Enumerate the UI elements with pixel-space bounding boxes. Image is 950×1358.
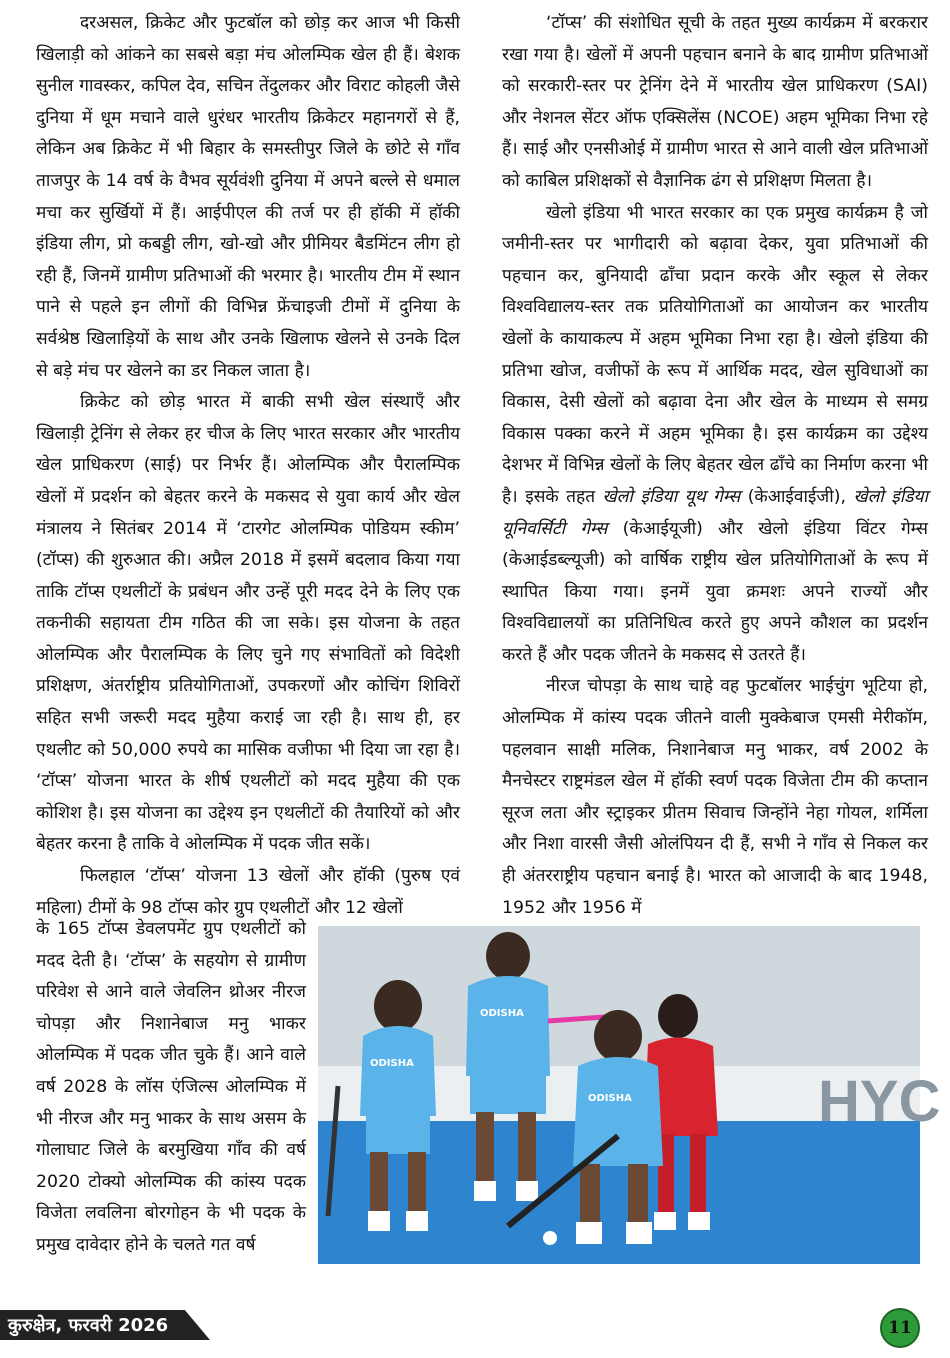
page-footer [0, 1300, 950, 1358]
right-column [502, 8, 928, 924]
paragraph: नीरज चोपड़ा के साथ चाहे वह फुटबॉलर भाईचुंग भूटिया हो, ओलम्पिक में कांस्य पदक जीतने वाली मुक्केबाज एमसी मेरीकॉम, पहलवान साक्षी मलिक, निशानेबाज मनु भाकर, वर्ष 2002 के मैनचेस्टर राष्ट्रमंडल खेल में हॉकी स्वर्ण पदक विजेता टीम की कप्तान सूरज लता और स्ट्राइकर प्रीतम सिवाच जिन्होंने नेहा गोयल, शर्मिला और निशा वारसी जैसी ओलंपियन दी हैं, सभी ने गाँव से निकल कर ही अंतरराष्ट्रीय पहचान बनाई है। भारत को आजादी के बाद 1948, 1952 और 1956 में [502, 676, 928, 918]
svg-text:ODISHA: ODISHA [480, 1008, 524, 1019]
paragraph: खेलो इंडिया भी भारत सरकार का एक प्रमुख कार्यक्रम है जो जमीनी-स्तर पर भागीदारी को बढ़ावा देकर, युवा प्रतिभाओं की पहचान कर, बुनियादी ढाँचा प्रदान करके और स्कूल से लेकर विश्वविद्यालय-स्तर तक प्रतियोगिताओं का आयोजन कर भारतीय खेलों के कायाकल्प में अहम भूमिका निभा रहा है। खेलो इंडिया की प्रतिभा खोज, वजीफों के रूप में आर्थिक मदद, खेल सुविधाओं का विकास, देसी खेलों को बढ़ावा देना और खेल के माध्यम से समग्र विकास पक्का करने में अहम भूमिका है। इस कार्यक्रम का उद्देश्य देशभर में विभिन्न खेलों के लिए बेहतर खेल ढाँचे का निर्माण करना भी है। इसके तहत खेलो इंडिया यूथ गेम्स (केआईवाईजी), खेलो इंडिया यूनिवर्सिटी गेम्स (केआईयूजी) और खेलो इंडिया विंटर गेम्स (केआईडब्ल्यूजी) को वार्षिक राष्ट्रीय खेल प्रतियोगिताओं के रूप में स्थापित किया गया। इनमें युवा क्रमशः अपने राज्यों और विश्वविद्यालयों का प्रतिनिधित्व करते हुए अपने कौशल का प्रदर्शन करते हैं और पदक जीतने के मकसद से उतरते हैं। [502, 202, 928, 665]
paragraph: दरअसल, क्रिकेट और फुटबॉल को छोड़ कर आज भी किसी खिलाड़ी को आंकने का सबसे बड़ा मंच ओलम्पिक खेल ही हैं। बेशक सुनील गावस्कर, कपिल देव, सचिन तेंदुलकर और विराट कोहली जैसे दुनिया में धूम मचाने वाले धुरंधर भारतीय क्रिकेटर महानगरों से हैं, लेकिन अब क्रिकेट में भी बिहार के समस्तीपुर जिले के छोटे से गाँव ताजपुर के 14 वर्ष के वैभव सूर्यवंशी दुनिया में अपने बल्ले से धमाल मचा कर सुर्खियों में हैं। आईपीएल की तर्ज पर ही हॉकी में हॉकी इंडिया लीग, प्रो कबड्डी लीग, खो-खो और प्रीमियर बैडमिंटन लीग हो रही हैं, जिनमें ग्रामीण प्रतिभाओं की भरमार है। भारतीय टीम में स्थान पाने से पहले इन लीगों की विभिन्न फ्रेंचाइजी टीमों में दुनिया के सर्वश्रेष्ठ खिलाड़ियों के साथ और उनके खिलाफ खेलने से उनके दिल से बड़े मंच पर खेलने का डर निकल जाता है। [36, 13, 460, 381]
left-column [36, 8, 460, 924]
paragraph: के 165 टॉप्स डेवलपमेंट ग्रुप एथलीटों को मदद देती है। ‘टॉप्स’ के सहयोग से ग्रामीण परिवेश से आने वाले जेवलिन थ्रोअर नीरज चोपड़ा और निशानेबाज मनु भाकर ओलम्पिक में पदक जीत चुके हैं। आने वाले वर्ष 2028 के लॉस एंजिल्स ओलम्पिक में भी नीरज और मनु भाकर के साथ असम के गोलाघाट जिले के बरमुखिया गाँव की वर्ष 2020 टोक्यो ओलम्पिक की कांस्य पदक विजेता लवलिना बोरगोहन के भी पदक के प्रमुख दावेदार होने के चलते गत वर्ष [36, 919, 306, 1255]
hockey-players-illustration [318, 926, 941, 1264]
paragraph: क्रिकेट को छोड़ भारत में बाकी सभी खेल संस्थाएँ और खिलाड़ी ट्रेनिंग से लेकर हर चीज के लिए भारत सरकार और भारतीय खेल प्राधिकरण (साई) पर निर्भर हैं। ओलम्पिक और पैरालम्पिक खेलों में प्रदर्शन को बेहतर करने के मकसद से युवा कार्य और खेल मंत्रालय ने सितंबर 2014 में ‘टारगेट ओलम्पिक पोडियम स्कीम’ (टॉप्स) की शुरुआत की। अप्रैल 2018 में इसमें बदलाव किया गया ताकि टॉप्स एथलीटों के प्रबंधन और उन्हें पूरी मदद देने के लिए एक तकनीकी सहायता टीम गठित की जा सके। इस योजना के तहत ओलम्पिक और पैरालम्पिक के लिए चुने गए संभावितों को विदेशी प्रशिक्षण, अंतर्राष्ट्रीय प्रतियोगिताओं, उपकरणों और कोचिंग शिविरों सहित सभी जरूरी मदद मुहैया कराई जा रही है। साथ ही, हर एथलीट को 50,000 रुपये का मासिक वजीफा भी दिया जा रहा है। ‘टॉप्स’ योजना भारत के शीर्ष एथलीटों को मदद मुहैया की एक कोशिश है। इस योजना का उद्देश्य इन एथलीटों की तैयारियों को और बेहतर करना है ताकि वे ओलम्पिक में पदक जीत सकें। [36, 392, 460, 855]
khelo-india-youth-games-term: खेलो इंडिया यूथ गेम्स [602, 486, 741, 507]
magazine-issue: कुरुक्षेत्र, फरवरी 2026 [8, 1315, 169, 1336]
page-number: 11 [880, 1308, 920, 1348]
paragraph: फिलहाल ‘टॉप्स’ योजना 13 खेलों और हॉकी (पुरुष एवं महिला) टीमों के 98 टॉप्स कोर ग्रुप एथलीटों और 12 खेलों [36, 866, 460, 918]
svg-text:ODISHA: ODISHA [588, 1093, 632, 1104]
jersey-text: ODISHA [370, 1058, 414, 1069]
khelo-india-university-games-term: खेलो इंडिया यूनिवर्सिटी गेम्स [502, 486, 928, 539]
hockey-ball [543, 1231, 557, 1245]
left-column-lower [36, 914, 306, 1262]
board-text: HYC [818, 1069, 941, 1134]
paragraph: ‘टॉप्स’ की संशोधित सूची के तहत मुख्य कार्यक्रम में बरकरार रखा गया है। खेलों में अपनी पहचान बनाने के बाद ग्रामीण प्रतिभाओं को सरकारी-स्तर पर ट्रेनिंग देने में भारतीय खेल प्राधिकरण (SAI) और नेशनल सेंटर ऑफ एक्सिलेंस (NCOE) अहम भूमिका निभा रहे हैं। साई और एनसीओई में ग्रामीण भारत से आने वाली खेल प्रतिभाओं को काबिल प्रशिक्षकों से वैज्ञानिक ढंग से प्रशिक्षण मिलता है। [502, 13, 928, 191]
hockey-match-photo [318, 926, 941, 1264]
